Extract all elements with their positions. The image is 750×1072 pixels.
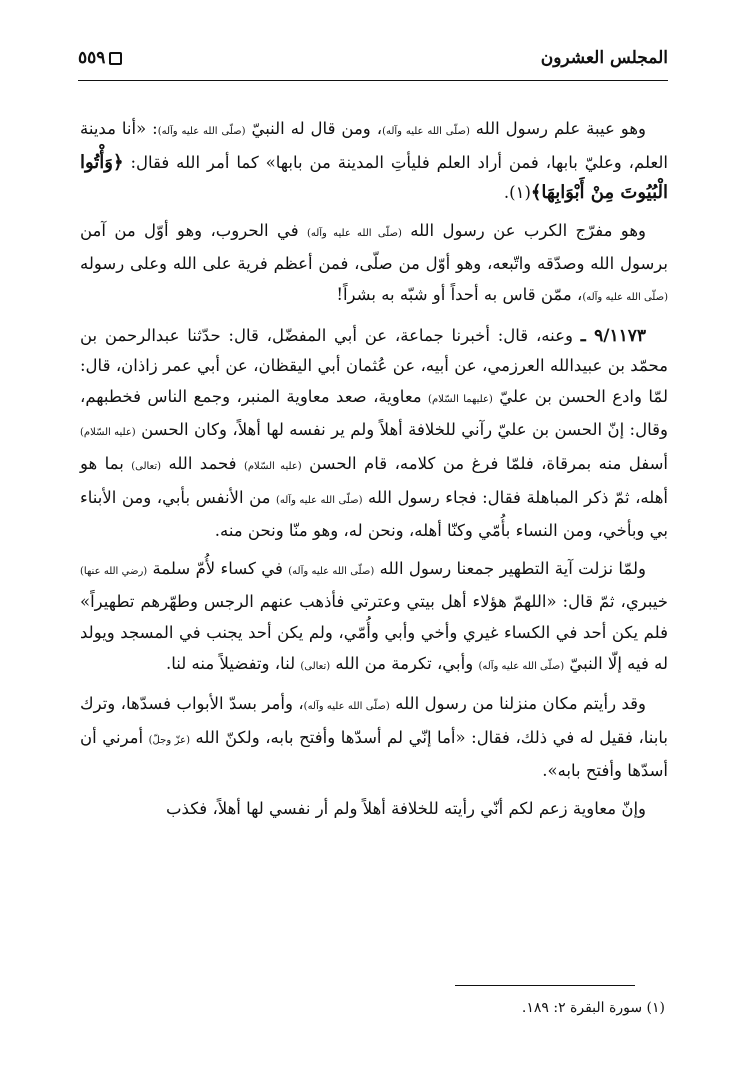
honorific: (عليه السّلام) <box>80 427 136 439</box>
honorific: (عليه السّلام) <box>243 460 302 472</box>
text-segment: من الأنفس بأبي، ومن الأبناء بي وبأخي، ومن النساء بأُمّي وكنّا أهله، ونحن له، وهو منّا ونحن منه. <box>80 487 668 541</box>
page-number-group <box>78 48 122 68</box>
text-segment: في كساء لأُمّ سلمة <box>147 558 289 578</box>
text-segment: وهو مفرّج الكرب عن رسول الله <box>401 220 646 240</box>
honorific: (صلّى الله عليه وآله) <box>276 494 363 506</box>
honorific: (صلّى الله عليه وآله) <box>582 291 668 303</box>
page-header <box>78 44 668 78</box>
text-segment: بما هو أهله، ثمّ ذكر المباهلة فقال: فجاء رسول الله <box>80 453 668 507</box>
text-segment: ، ممّن قاس به أحداً أو شبّه به بشراً! <box>336 284 583 304</box>
paragraph <box>80 114 668 209</box>
text-segment: أمرني أن أسدّها وأفتح بابه». <box>80 727 668 781</box>
honorific: (صلّى الله عليه وآله) <box>303 701 390 713</box>
page-number: ٥٥٩ <box>78 48 106 68</box>
text-segment: وعنه، قال: أخبرنا جماعة، عن أبي المفضّل، قال: حدّثنا عبدالرحمن بن محمّد بن عبيدالله العرزمي، عن أبيه، عن عُثمان أبي اليقظان، عن أبي عمر زاذان، قال: لمّا وادع الحسن بن عليّ <box>80 325 668 406</box>
text-segment: ، وأمر بسدّ الأبواب فسدّها، وترك بابنا، فقيل له في ذلك، فقال: «أما إنّي لم أسدّها وأفتح بابه، ولكنّ الله <box>80 694 668 747</box>
honorific: (عليهما السّلام) <box>428 393 493 405</box>
paragraph <box>80 554 668 682</box>
honorific: (عزّ وجلّ) <box>148 734 190 746</box>
honorific: (صلّى الله عليه وآله) <box>478 660 565 672</box>
honorific: (رضي الله عنها) <box>80 565 148 577</box>
text-segment: فحمد الله <box>161 453 244 473</box>
text-segment: معاوية، صعد معاوية المنبر، وجمع الناس فخطبهم، وقال: إنّ الحسن بن عليّ رآني للخلافة أهلاً ولم ير نفسه لها أهلاً، وكان الحسن <box>80 386 668 440</box>
footnote-rule <box>455 985 635 986</box>
text-segment: وإنّ معاوية زعم لكم أنّي رأيته للخلافة أهلاً ولم أر نفسي لها أهلاً، فكذب <box>166 798 646 818</box>
main-text <box>80 114 668 831</box>
honorific: (صلّى الله عليه وآله) <box>157 126 246 137</box>
header-rule <box>78 80 668 81</box>
text-segment: أسفل منه بمرقاة، فلمّا فرغ من كلامه، قام الحسن <box>301 453 668 473</box>
honorific: (صلّى الله عليه وآله) <box>306 227 402 239</box>
honorific: (تعالى) <box>131 460 162 472</box>
honorific: (تعالى) <box>300 660 331 672</box>
text-segment: لنا، وتفضيلاً منه لنا. <box>166 653 301 673</box>
footnote: (١) سورة البقرة ٢: ١٨٩. <box>521 1000 665 1016</box>
square-icon <box>109 52 122 65</box>
quran-verse: ﴿وَأْتُوا الْبُيُوتَ مِنْ أَبْوَابِهَا﴾ <box>80 151 668 204</box>
text-segment: وقد رأيتم مكان منزلنا من رسول الله <box>389 694 646 714</box>
paragraph <box>80 689 668 787</box>
honorific: (صلّى الله عليه وآله) <box>382 126 470 137</box>
text-segment: ولمّا نزلت آية التطهير جمعنا رسول الله <box>374 558 646 578</box>
text-segment: خيبري، ثمّ قال: «اللهمّ هؤلاء أهل بيتي وعترتي فأذهب عنهم الرجس وطهّرهم تطهيراً» فلم يكن أحد في الكساء غيري وأخي وأبي وأُمّي، ولم يكن أحد يجنب في المسجد ويولد له فيه إلّا النبيّ <box>80 592 668 673</box>
honorific: (صلّى الله عليه وآله) <box>288 565 375 577</box>
text-segment: ، ومن قال له النبيّ <box>245 119 383 138</box>
chapter-title: المجلس العشرون <box>540 48 668 68</box>
hadith-number: ٩/١١٧٣ ـ <box>580 325 646 346</box>
paragraph <box>80 321 668 547</box>
text-segment: في الحروب، وهو أوّل من آمن برسول الله وصدّقه واتّبعه، وهو أوّل من صلّى، فمن أعظم فرية على الله وعلى رسوله <box>80 220 668 274</box>
text-segment: : «أنا مدينة العلم، وعليّ بابها، فمن أراد العلم فليأتِ المدينة من بابها» كما أمر الله فقال: <box>80 119 668 172</box>
text-segment: وهو عيبة علم رسول الله <box>469 119 646 138</box>
text-segment: وأبي، تكرمة من الله <box>330 653 479 673</box>
paragraph <box>80 216 668 314</box>
paragraph <box>80 794 668 825</box>
text-segment: (١). <box>503 183 531 203</box>
